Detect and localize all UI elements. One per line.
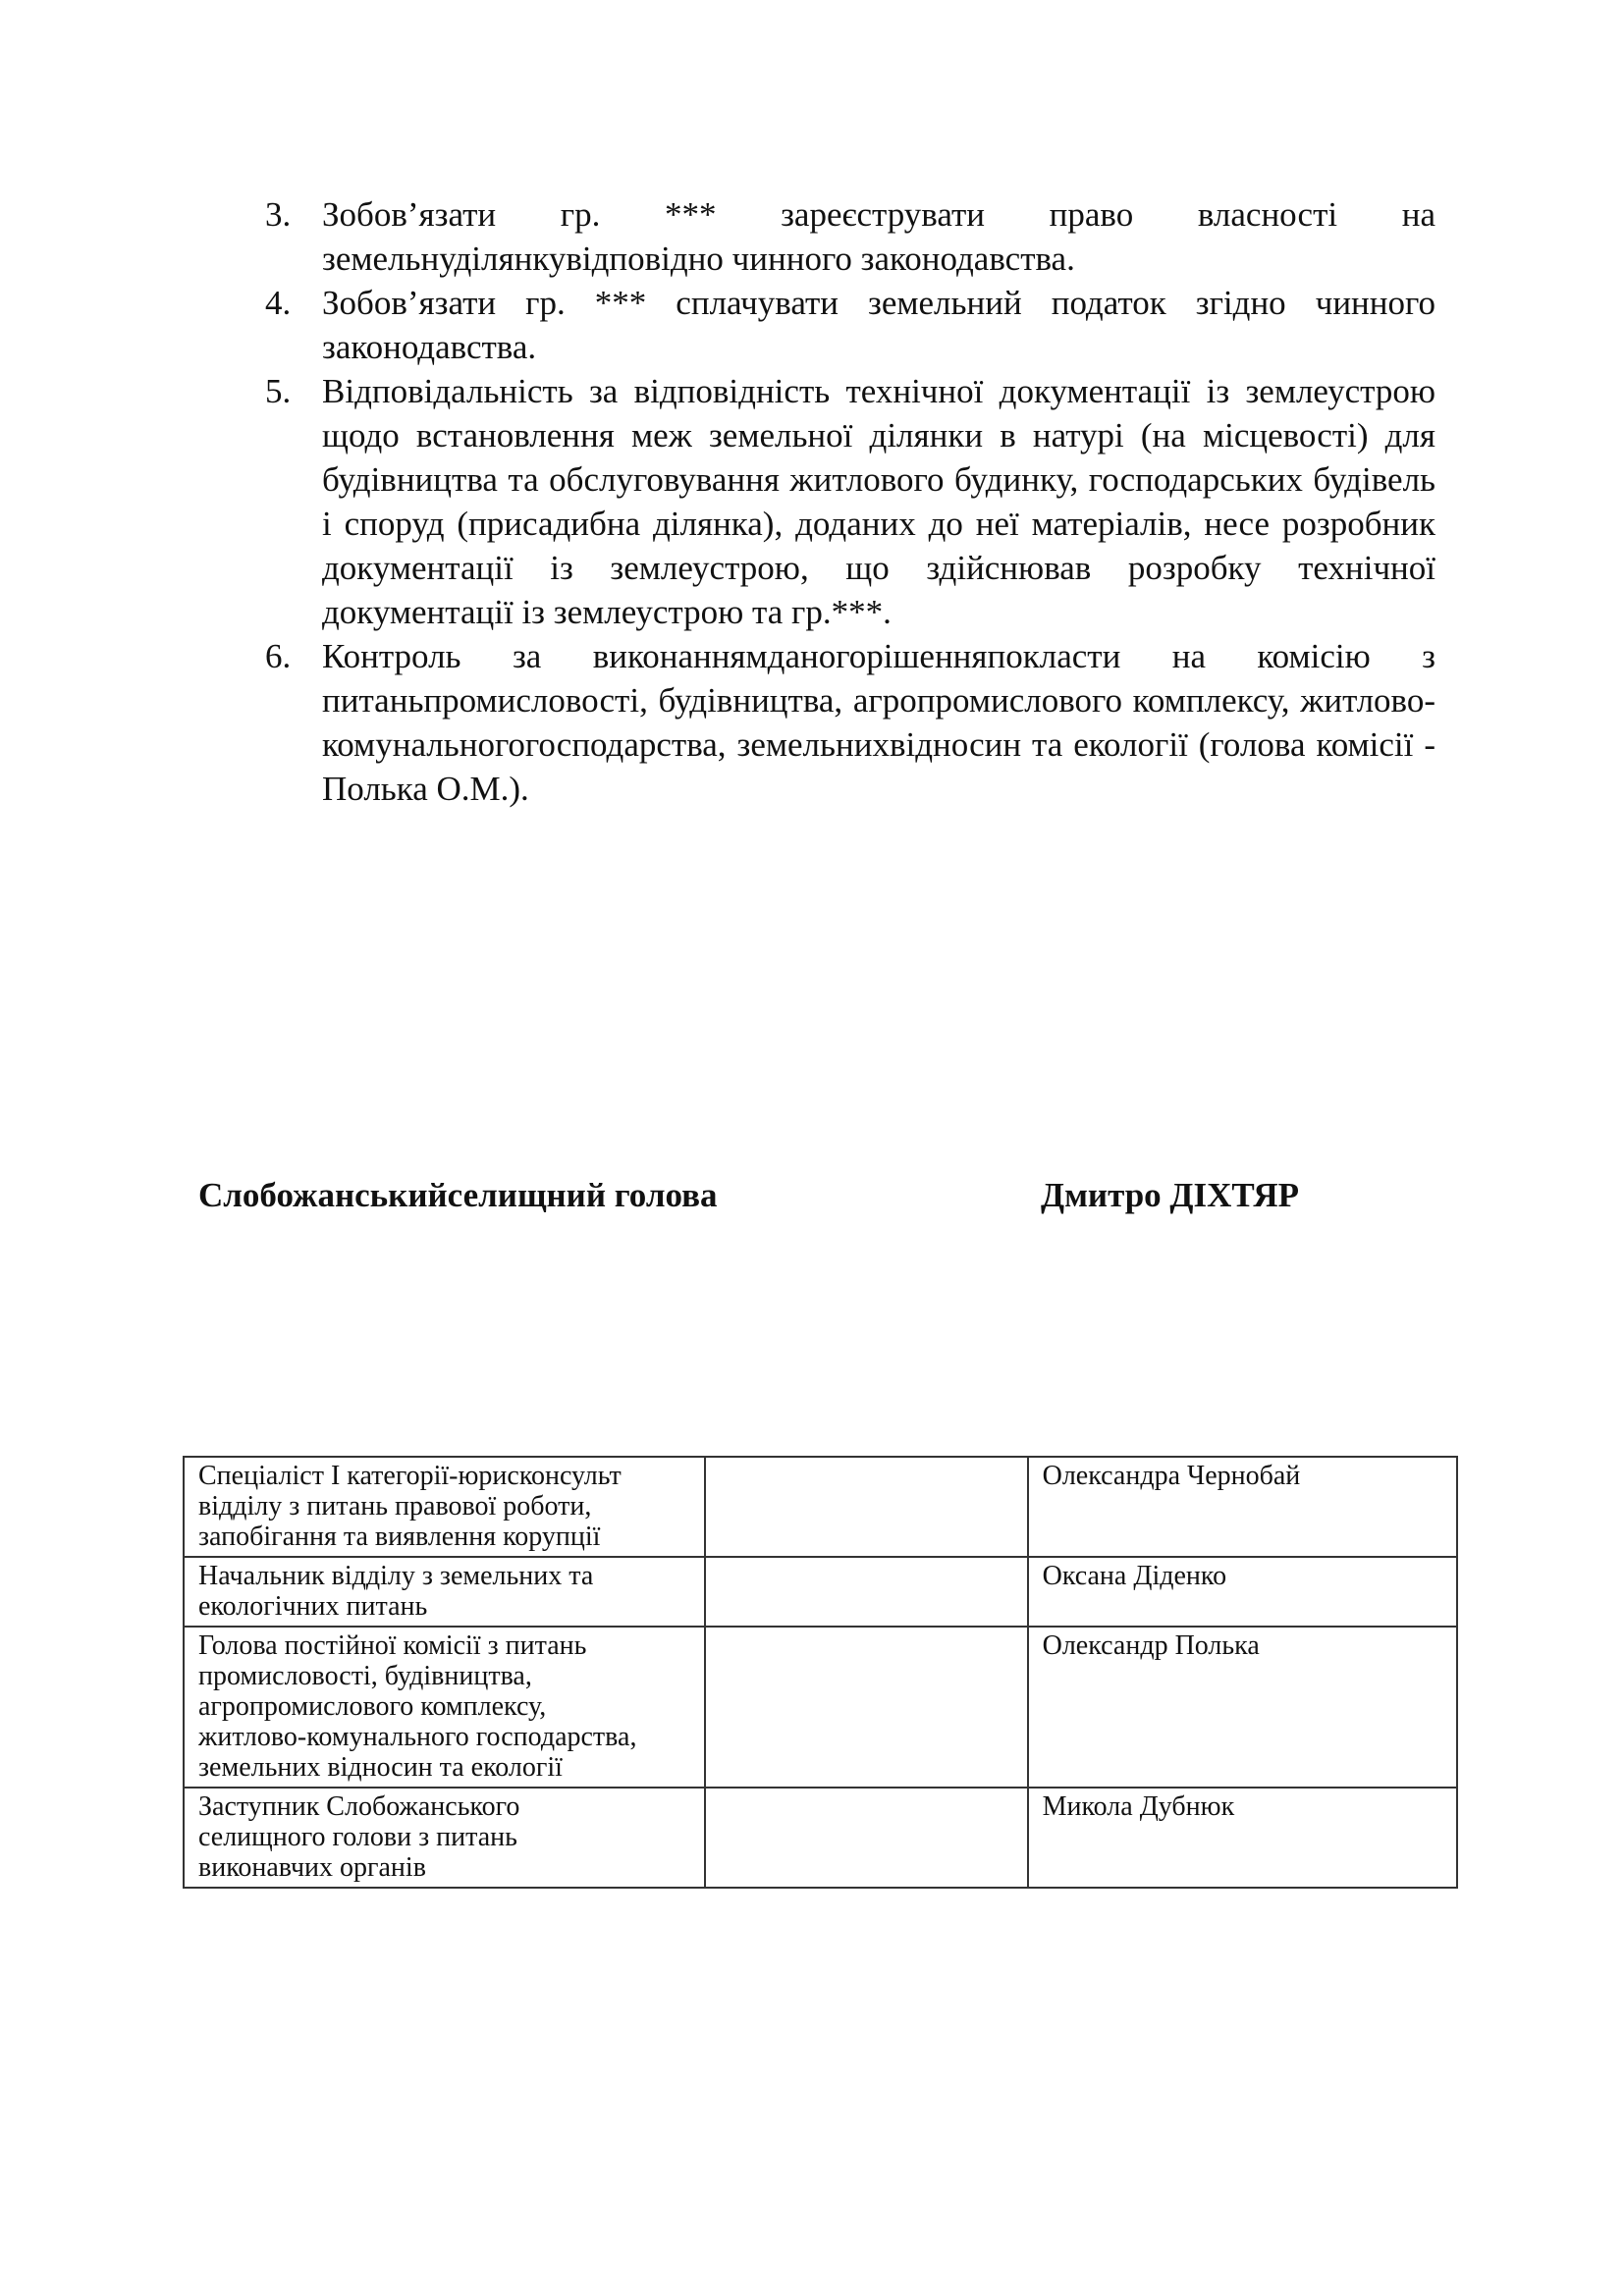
approval-name-cell: Оксана Діденко bbox=[1028, 1557, 1457, 1627]
approval-name-cell: Микола Дубнюк bbox=[1028, 1788, 1457, 1888]
signatory-name: Дмитро ДІХТЯР bbox=[1041, 1176, 1300, 1214]
item-text: Зобов’язати гр. *** зареєструвати право власності на земельнуділянкувідповідно чинного законодавства. bbox=[322, 195, 1435, 278]
approval-row bbox=[184, 1788, 1457, 1888]
approval-position-cell: Начальник відділу з земельних та екологічних питань bbox=[184, 1557, 705, 1627]
approval-position-cell: Спеціаліст І категорії-юрисконсульт відділу з питань правової роботи, запобігання та виявлення корупції bbox=[184, 1457, 705, 1557]
approvals-table-body bbox=[184, 1457, 1457, 1888]
approval-name-cell: Олександр Полька bbox=[1028, 1627, 1457, 1788]
decision-items-list bbox=[265, 192, 1435, 811]
item-text: Контроль за виконаннямданогорішенняпокласти на комісію з питаньпромисловості, будівництва, агропромислового комплексу, житлово-комунальногогосподарства, земельнихвідносин та екології (голова комісії - Полька О.М.). bbox=[322, 637, 1435, 808]
item-text: Зобов’язати гр. *** сплачувати земельний податок згідно чинного законодавства. bbox=[322, 284, 1435, 366]
decision-item bbox=[265, 281, 1435, 369]
approvals-table bbox=[183, 1456, 1458, 1889]
item-number: 5. bbox=[265, 372, 292, 410]
approval-name-cell: Олександра Чернобай bbox=[1028, 1457, 1457, 1557]
decision-item bbox=[265, 369, 1435, 634]
item-number: 3. bbox=[265, 195, 292, 234]
decision-item bbox=[265, 192, 1435, 281]
approval-signature-cell bbox=[705, 1788, 1027, 1888]
approval-signature-cell bbox=[705, 1627, 1027, 1788]
approval-signature-cell bbox=[705, 1457, 1027, 1557]
decision-item bbox=[265, 634, 1435, 811]
item-number: 6. bbox=[265, 637, 292, 675]
signatory-position: Слобожанськийселищний голова bbox=[198, 1176, 718, 1214]
approval-signature-cell bbox=[705, 1557, 1027, 1627]
approval-row bbox=[184, 1627, 1457, 1788]
approval-position-cell: Заступник Слобожанського селищного голови з питань виконавчих органів bbox=[184, 1788, 705, 1888]
approval-row bbox=[184, 1457, 1457, 1557]
approval-position-cell: Голова постійної комісії з питань промисловості, будівництва, агропромислового комплексу, житлово-комунального господарства, земельних відносин та екології bbox=[184, 1627, 705, 1788]
approval-row bbox=[184, 1557, 1457, 1627]
item-text: Відповідальність за відповідність технічної документації із землеустрою щодо встановлення меж земельної ділянки в натурі (на місцевості) для будівництва та обслуговування житлового будинку, господарських будівель і споруд (присадибна ділянка), доданих до неї матеріалів, несе розробник документації із землеустрою, що здійснював розробку технічної документації із землеустрою та гр.***. bbox=[322, 372, 1435, 631]
item-number: 4. bbox=[265, 284, 292, 322]
